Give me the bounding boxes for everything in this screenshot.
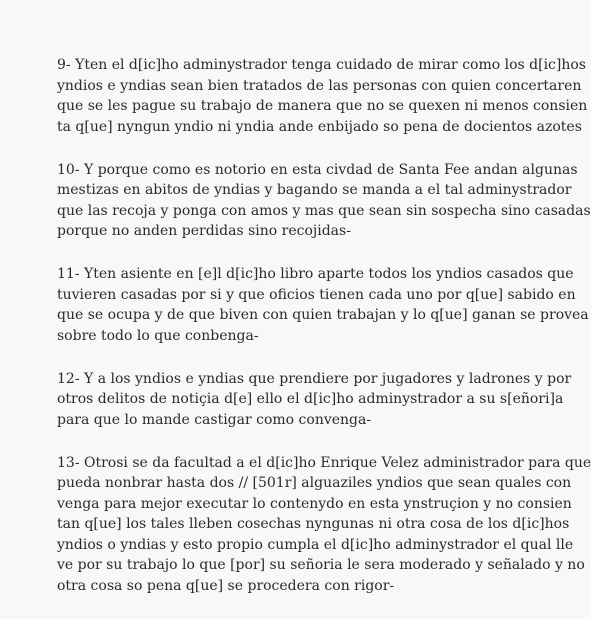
text-line: sobre todo lo que conbenga- bbox=[57, 327, 259, 344]
text-line: tan q[ue] los tales lleben cosechas nyngunas ni otra cosa de los d[ic]hos bbox=[57, 516, 570, 532]
text-line: para que lo mande castigar como convenga- bbox=[57, 411, 372, 428]
text-line: porque no anden perdidas sino recojidas- bbox=[57, 223, 351, 239]
text-line: ta q[ue] nyngun yndio ni yndia ande enbijado so pena de docientos azotes bbox=[57, 118, 582, 135]
text-line: 11- Yten asiente en [e]l d[ic]ho libro aparte todos los yndios casados que bbox=[57, 266, 574, 282]
text-line: yndios e yndias sean bien tratados de las personas con quien concertaren bbox=[57, 77, 582, 94]
text-line: 12- Y a los yndios e yndias que prendiere por jugadores y ladrones y por bbox=[57, 370, 572, 387]
text-line: 10- Y porque como es notorio en esta civdad de Santa Fee andan algunas bbox=[57, 161, 578, 178]
paragraph-9 bbox=[57, 55, 588, 137]
text-line: ve por su trabajo lo que [por] su señoria le sera moderado y señalado y no bbox=[57, 557, 585, 573]
text-line: otra cosa so pena q[ue] se procedera con rigor- bbox=[57, 577, 395, 594]
text-line: que las recoja y ponga con amos y mas que sean sin sospecha sino casadas bbox=[57, 202, 591, 219]
paragraph-12 bbox=[57, 369, 572, 431]
document-page bbox=[57, 55, 591, 619]
text-line: 9- Yten el d[ic]ho adminystrador tenga cuidado de mirar como los d[ic]hos bbox=[57, 57, 586, 73]
text-line: otros delitos de notiçia d[e] ello el d[ic]ho adminystrador a su s[eñori]a bbox=[57, 391, 564, 407]
paragraph-11 bbox=[57, 264, 589, 346]
text-line: pueda nonbrar hasta dos // [501r] alguaziles yndios que sean quales con bbox=[57, 475, 572, 491]
text-line: que se les pague su trabajo de manera que no se quexen ni menos consien bbox=[57, 98, 588, 114]
text-line: que se ocupa y de que biven con quien trabajan y lo q[ue] ganan se provea bbox=[57, 307, 589, 323]
text-line: yndios o yndias y esto propio cumpla el d[ic]ho adminystrador el qual lle bbox=[57, 536, 574, 553]
text-line: venga para mejor executar lo contenydo en esta ynstruçion y no consien bbox=[57, 495, 572, 512]
paragraph-10 bbox=[57, 160, 591, 242]
paragraph-13 bbox=[57, 453, 591, 597]
text-line: mestizas en abitos de yndias y bagando se manda a el tal adminystrador bbox=[57, 182, 572, 198]
text-line: 13- Otrosi se da facultad a el d[ic]ho Enrique Velez administrador para que bbox=[57, 454, 591, 471]
text-line: tuvieren casadas por si y que oficios tienen cada uno por q[ue] sabido en bbox=[57, 286, 576, 303]
